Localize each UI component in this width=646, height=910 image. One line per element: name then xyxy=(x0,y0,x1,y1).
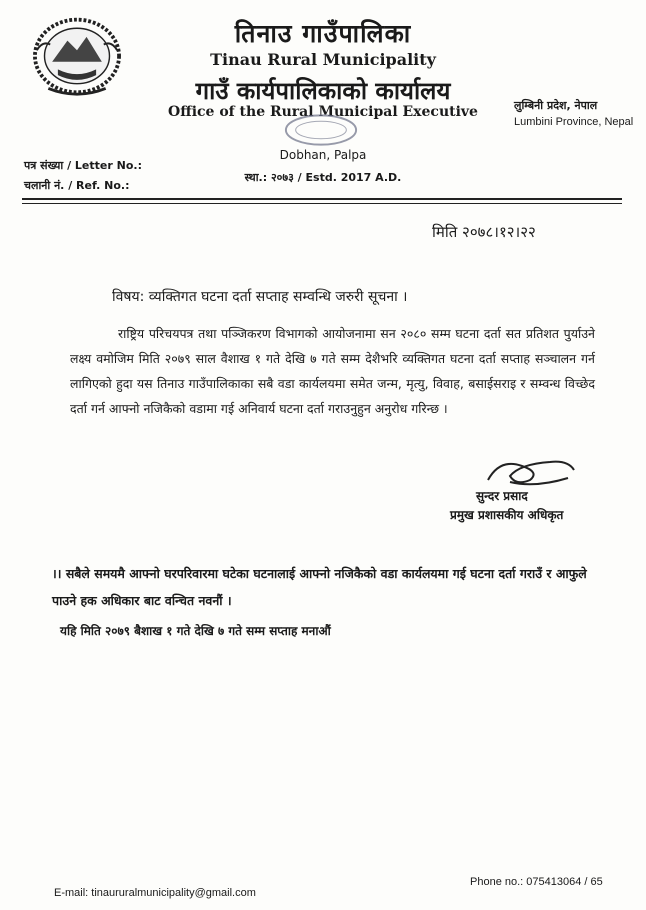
signature-scribble xyxy=(480,452,580,490)
office-name-en: Office of the Rural Municipal Executive xyxy=(168,104,478,120)
letter-body xyxy=(70,321,595,421)
signatory-name: सुन्दर प्रसाद xyxy=(476,489,528,503)
municipality-name-en: Tinau Rural Municipality xyxy=(210,50,436,69)
municipality-name-np: तिनाउ गाउँपालिका xyxy=(234,19,412,48)
reference-number-label: चलानी नं. / Ref. No.: xyxy=(24,179,130,192)
public-notice: ।। सबैले समयमै आफ्नो घरपरिवारमा घटेका घटनालाई आफ्नो नजिकैको वडा कार्यलयमा गई घटना दर्ता गराउँ र आफुले पाउने हक अधिकार बाट वन्चित नवनौं । xyxy=(52,566,587,608)
letter-subject: विषय: व्यक्तिगत घटना दर्ता सप्ताह सम्वन्धि जरुरी सूचना । xyxy=(112,289,408,305)
office-address: Dobhan, Palpa xyxy=(279,148,367,162)
header-divider-thick xyxy=(22,198,622,200)
office-seal-stamp xyxy=(282,112,360,148)
established-year: स्था.: २०७३ / Estd. 2017 A.D. xyxy=(244,171,402,184)
header-divider-thin xyxy=(22,203,622,204)
province-np: लुम्बिनी प्रदेश, नेपाल xyxy=(514,99,598,112)
office-name-np: गाउँ कार्यपालिकाको कार्यालय xyxy=(195,77,451,105)
letter-date: मिति २०७८।१२।२२ xyxy=(432,223,536,241)
footer-phone: Phone no.: 075413064 / 65 xyxy=(470,876,603,888)
letter-body-text: राष्ट्रिय परिचयपत्र तथा पञ्जिकरण विभागको आयोजनामा सन २०८० सम्म घटना दर्ता सत प्रतिशत पुर्याउने लक्ष्य वमोजिम मिति २०७९ साल वैशाख १ गते देखि ७ गते सम्म देशैभरि व्यक्तिगत घटना दर्ता सप्ताह सञ्चालन गर्न लागिएको हुदा यस तिनाउ गाउँपालिकाका सबै वडा कार्यलयमा समेत जन्म, मृत्यु, विवाह, बसाईसराइ र सम्वन्ध विच्छेद दर्ता गर्न आफ्नो नजिकैको वडामा गई अनिवार्य घटना दर्ता गराउनुहुन अनुरोध गरिन्छ । xyxy=(70,326,595,416)
letter-number-label: पत्र संख्या / Letter No.: xyxy=(24,159,142,172)
province-en: Lumbini Province, Nepal xyxy=(514,116,634,128)
notice-date-line: यहि मिति २०७९ बैशाख १ गते देखि ७ गते सम्म सप्ताह मनाऔं xyxy=(60,624,331,638)
signatory-title: प्रमुख प्रशासकीय अधिकृत xyxy=(450,508,564,522)
footer-email: E-mail: tinaururalmunicipality@gmail.com xyxy=(54,887,256,899)
